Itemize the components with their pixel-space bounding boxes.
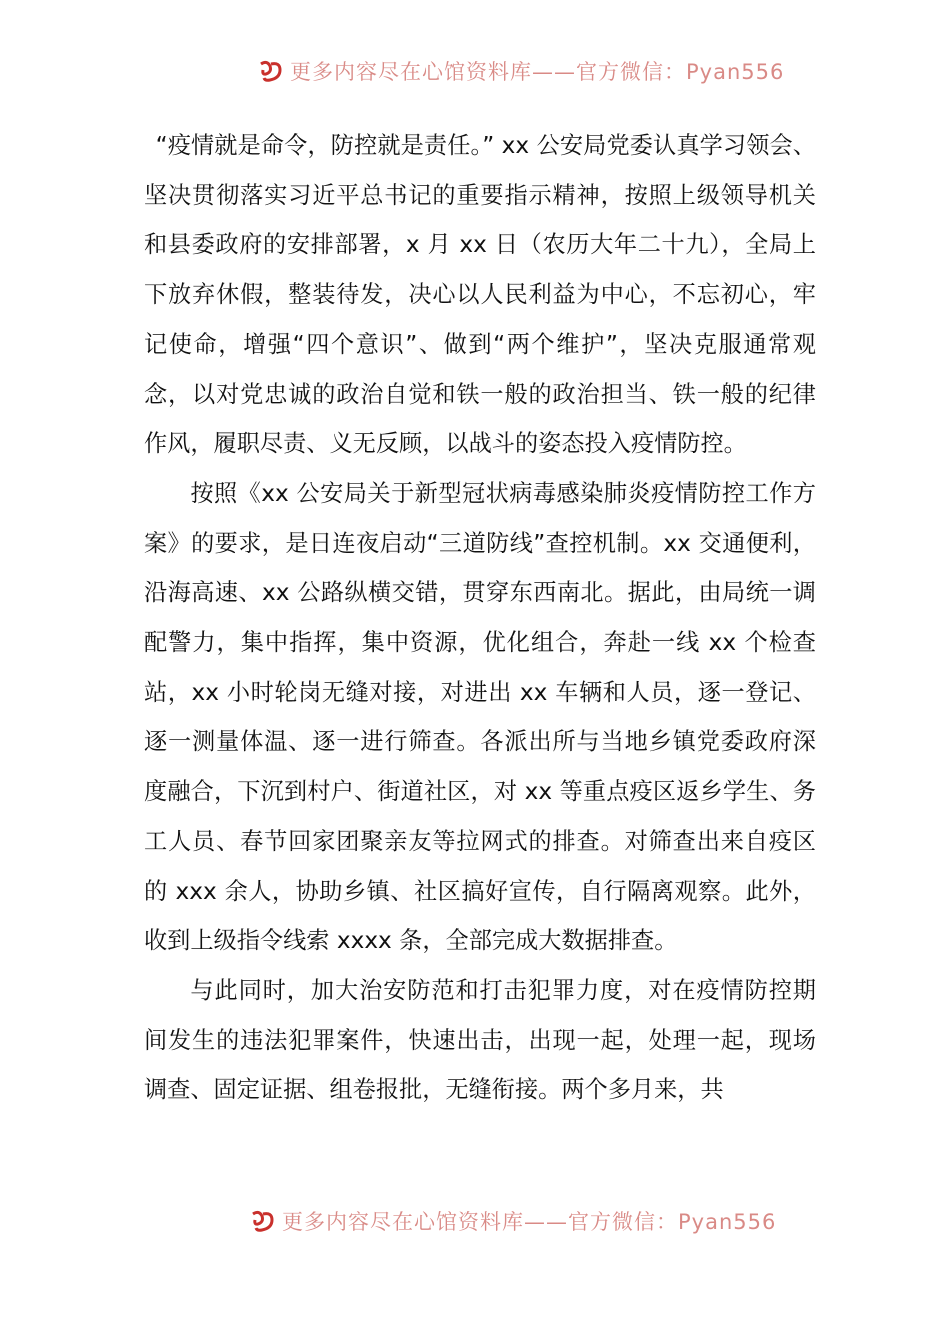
paragraph-3: 与此同时，加大治安防范和打击犯罪力度，对在疫情防控期间发生的违法犯罪案件，快速出击，出现一起，处理一起，现场调查、固定证据、组卷报批，无缝衔接。两个多月来，共 [144,976,816,1104]
watermark-text: 更多内容尽在心馆资料库——官方微信：Pyan556 [290,60,785,84]
header-watermark [0,56,950,86]
document-body [144,121,816,1115]
paragraph-1: “疫情就是命令，防控就是责任。” xx 公安局党委认真学习领会、坚决贯彻落实习近平总书记的重要指示精神，按照上级领导机关和县委政府的安排部署，x 月 xx 日（农历大年二十九），全局上下放弃休假，整装待发，决心以人民利益为中心，不忘初心，牢记使命，增强“四个意识”、做到“两个维护”，坚决克服通常观念，以对党忠诚的政治自觉和铁一般的政治担当、铁一般的纪律作风，履职尽责、义无反顾，以战斗的姿态投入疫情防控。 [144,132,816,458]
logo-icon [250,1208,276,1234]
logo-icon [258,58,284,84]
watermark-text: 更多内容尽在心馆资料库——官方微信：Pyan556 [282,1210,777,1234]
footer-watermark [0,1206,950,1236]
paragraph-2: 按照《xx 公安局关于新型冠状病毒感染肺炎疫情防控工作方案》的要求，是日连夜启动“三道防线”查控机制。xx 交通便利，沿海高速、xx 公路纵横交错，贯穿东西南北。据此，由局统一调配警力，集中指挥，集中资源，优化组合，奔赴一线 xx 个检查站，xx 小时轮岗无缝对接，对进出 xx 车辆和人员，逐一登记、逐一测量体温、逐一进行筛查。各派出所与当地乡镇党委政府深度融合，下沉到村户、街道社区，对 xx 等重点疫区返乡学生、务工人员、春节回家团聚亲友等拉网式的排查。对筛查出来自疫区的 xxx 余人，协助乡镇、社区搞好宣传，自行隔离观察。此外，收到上级指令线索 xxxx 条，全部完成大数据排查。 [144,479,816,955]
